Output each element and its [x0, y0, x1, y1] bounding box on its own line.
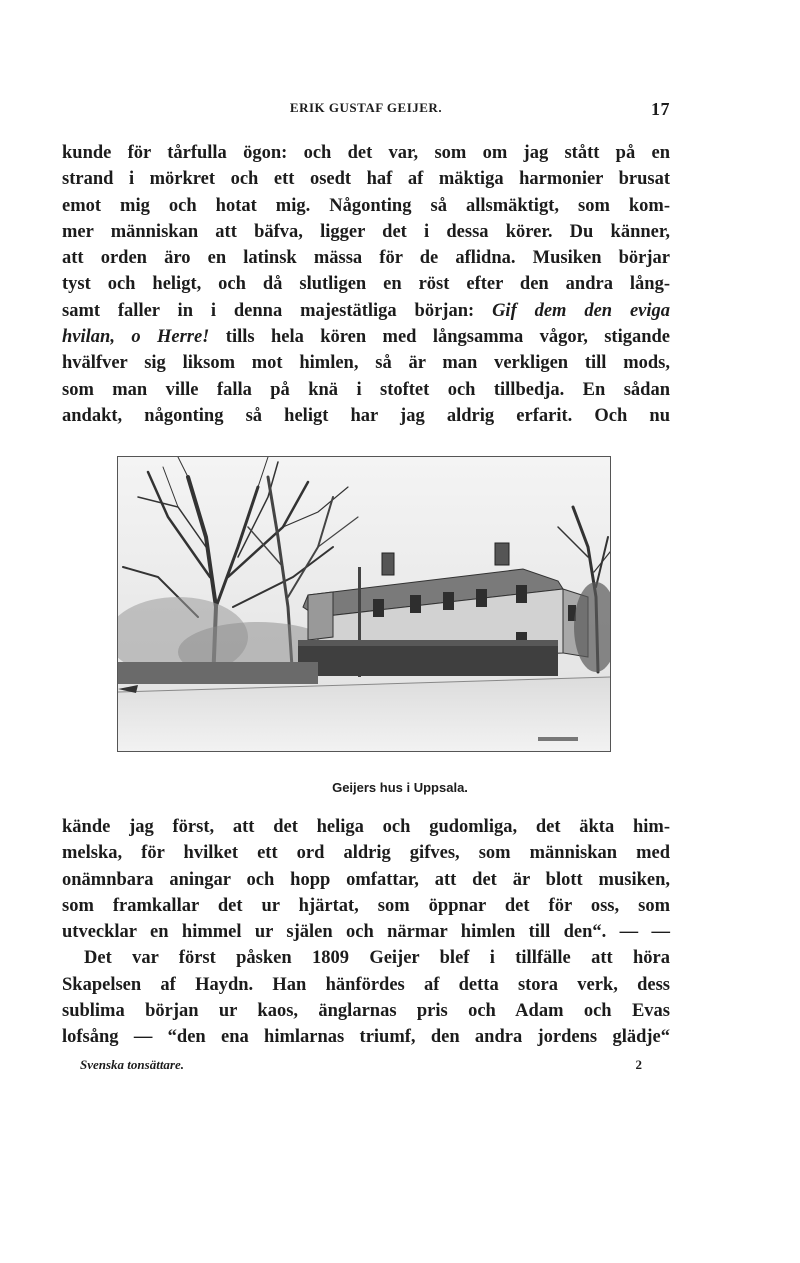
text-line: som framkallar det ur hjärtat, som öppnar det för oss, som [62, 895, 670, 916]
text-segment: samt faller in i denna majestätliga början: [62, 300, 475, 321]
text-line: emot mig och hotat mig. Någonting så allsmäktigt, som kom- [62, 195, 670, 216]
footer-book-title: Svenska tonsättare. [80, 1057, 185, 1072]
text-line: lofsång — “den ena himlarnas triumf, den andra jordens glädje“ [62, 1027, 670, 1048]
body-text-top [62, 140, 670, 429]
signature-mark: 2 [635, 1057, 642, 1072]
chimney [495, 543, 509, 565]
text-line: utvecklar en himmel ur själen och närmar himlen till den“. — — [62, 922, 670, 943]
running-head [62, 100, 670, 120]
quoted-phrase: Gif dem den eviga [492, 300, 671, 321]
text-line: kände jag först, att det heliga och gudomliga, det äkta him- [62, 817, 670, 837]
page-footer [80, 1057, 642, 1077]
text-line: som man ville falla på knä i stoftet och tillbedja. En sådan [62, 379, 670, 400]
house-porch [308, 592, 333, 640]
text-line: Skapelsen af Haydn. Han hänfördes af detta stora verk, dess [62, 974, 670, 995]
house-photo-drawing [118, 457, 610, 751]
figure-caption: Geijers hus i Uppsala. [332, 780, 468, 795]
text-line: mer människan att bäfva, ligger det i dessa körer. Du känner, [62, 221, 670, 242]
text-line: sublima början ur kaos, änglarnas pris och Adam och Evas [62, 1001, 670, 1022]
text-line: strand i mörkret och ett osedt haf af mäktiga harmonier brusat [62, 169, 670, 190]
text-line: kunde för tårfulla ögon: och det var, som om jag stått på en [62, 143, 670, 163]
running-title: ERIK GUSTAF GEIJER. [289, 100, 443, 115]
house-photograph [117, 456, 611, 752]
text-line: tyst och heligt, och då slutligen en röst efter den andra lång- [62, 274, 670, 295]
text-line [62, 324, 670, 350]
hedge [298, 642, 558, 676]
page-number: 17 [651, 99, 670, 119]
quoted-phrase: hvilan, o Herre! [62, 327, 210, 348]
text-line: hvälfver sig liksom mot himlen, så är man verkligen till mods, [62, 353, 670, 374]
text-line: onämnbara aningar och hopp omfattar, att det är blott musiken, [62, 869, 670, 890]
text-line: att orden äro en latinsk mässa för de aflidna. Musiken börjar [62, 248, 670, 269]
text-line [62, 298, 670, 324]
text-line: Det var först påsken 1809 Geijer blef i tillfälle att höra [84, 948, 670, 969]
text-line: melska, för hvilket ett ord aldrig gifves, som människan med [62, 843, 670, 864]
body-text-bottom [62, 814, 670, 1051]
text-line: andakt, någonting så heligt har jag aldrig erfarit. Och nu [62, 405, 670, 426]
chimney [382, 553, 394, 575]
text-segment: tills hela kören med långsamma vågor, stigande [225, 327, 670, 348]
